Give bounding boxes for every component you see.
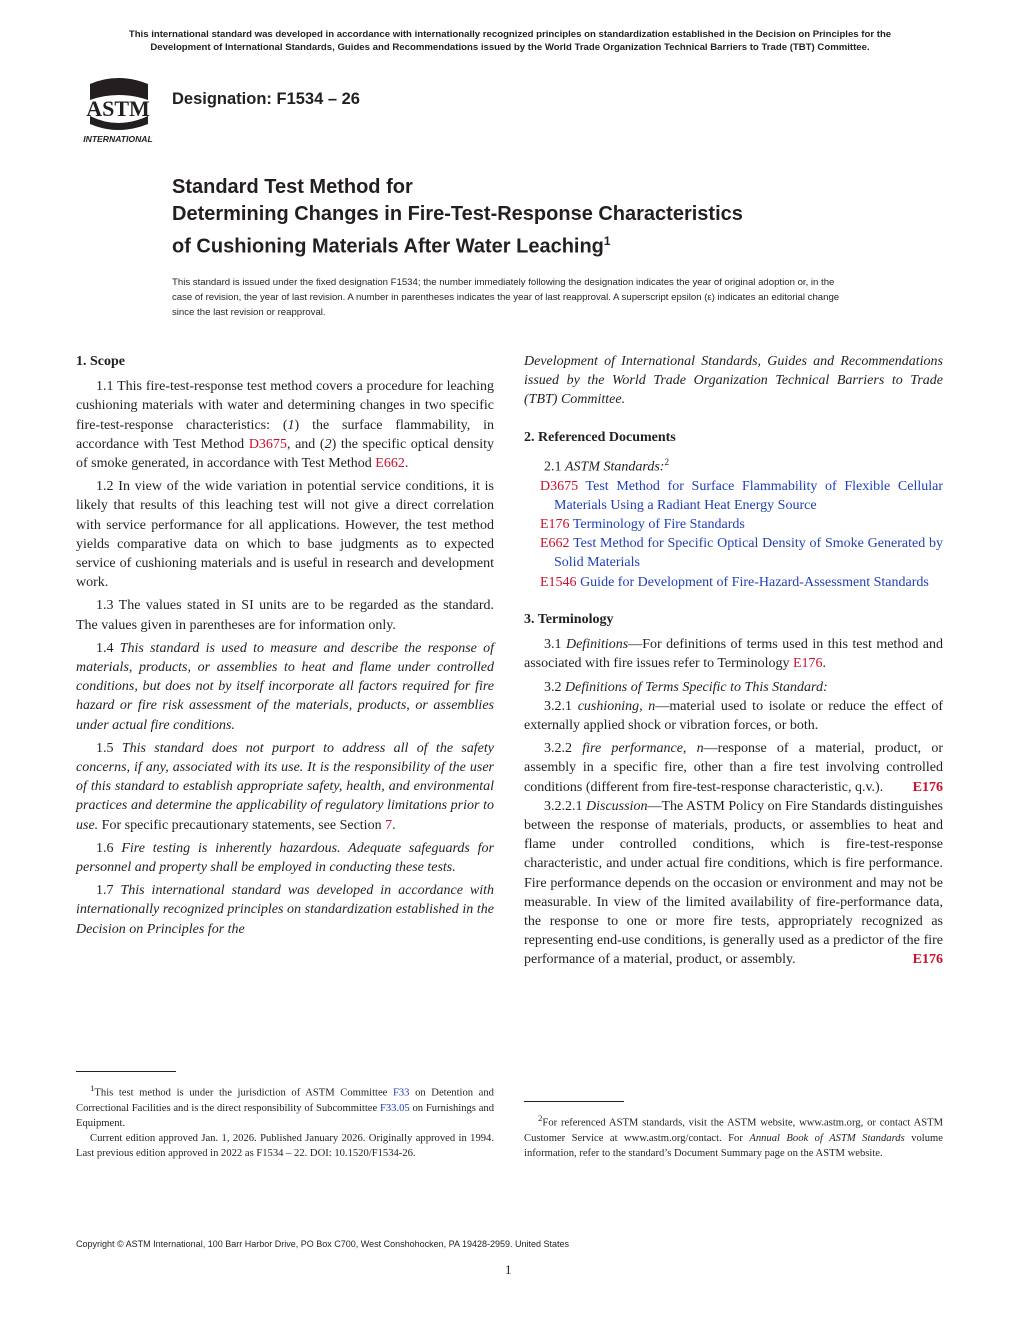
p17-num: 1.7 bbox=[96, 883, 121, 899]
fn2-text-a: For referenced ASTM standards, visit the ASTM website, www.astm.org, or contact ASTM Customer Service at www.astm.org/contact. For bbox=[524, 1117, 943, 1144]
ref-code-e662[interactable]: E662 bbox=[540, 536, 570, 552]
astm-logo-mark bbox=[76, 72, 160, 144]
designation: Designation: F1534 – 26 bbox=[172, 90, 360, 108]
p21-text: ASTM Standards: bbox=[565, 459, 665, 475]
astm-logo bbox=[76, 72, 160, 144]
p21-sup: 2 bbox=[664, 456, 669, 467]
p11-num-2: 2 bbox=[324, 436, 332, 452]
link-d3675[interactable]: D3675 bbox=[248, 436, 287, 452]
logo-international: INTERNATIONAL bbox=[83, 134, 153, 144]
p32-text: Definitions of Terms Specific to This Standard: bbox=[565, 679, 828, 695]
fn2-mark: 2 bbox=[538, 1113, 543, 1123]
para-3-2 bbox=[524, 678, 943, 697]
p321-text: —material used to isolate or reduce the effect of externally applied shock or vibration forces, or both. bbox=[524, 698, 944, 733]
link-f33-05[interactable]: F33.05 bbox=[379, 1102, 410, 1114]
document-title bbox=[172, 174, 743, 261]
para-1-5 bbox=[76, 739, 494, 835]
ref-item-e662[interactable] bbox=[524, 534, 943, 572]
p16-text: Fire testing is inherently hazardous. Adequate safeguards for personnel and property shall be employed in conducting these tests. bbox=[76, 840, 495, 876]
para-1-3: 1.3 The values stated in SI units are to be regarded as the standard. The values given in parentheses are for information only. bbox=[76, 598, 494, 633]
footnote-rule-right bbox=[524, 1101, 624, 1102]
section-3-heading: 3. Terminology bbox=[524, 611, 614, 627]
notice-line-2: Development of International Standards, Guides and Recommendations issued by the World Trade Organization Technical Barriers to Trade (TBT) Committee. bbox=[150, 42, 870, 53]
fn2-text-b: volume information, refer to the standard’s Document Summary page on the ASTM website. bbox=[524, 1132, 943, 1159]
fn1-text-b: on Detention and Correctional Facilities and is the direct responsibility of Subcommittee bbox=[76, 1087, 494, 1114]
ref-title-e662[interactable]: Test Method for Specific Optical Density of Smoke Generated by Solid Materials bbox=[554, 536, 943, 571]
p15-tail: For specific precautionary statements, see Section bbox=[98, 817, 386, 833]
p3221-text: —The ASTM Policy on Fire Standards distinguishes between the response of materials, products, or assemblies to heat and flame under controlled conditions, which is fire-test-response characteristic, and under actual fire conditions, which is fire performance. Fire performance depends on the occasion or environment and may not be measurable. In view of the limited availability of fire-performance data, the response to one or more fire tests, appropriately recognized as representing end-use conditions, is generally used as a predictor of the fire performance of a material, product, or assembly. bbox=[524, 798, 944, 968]
p14-text: This standard is used to measure and describe the response of materials, products, or assemblies to heat and flame under controlled conditions, but does not by itself incorporate all factors required for fire hazard or fire risk assessment of the materials, products, or assemblies under actual fire conditions. bbox=[76, 640, 495, 733]
p11-text-a: 1.1 This fire-test-response test method covers a procedure for leaching cushioning materials with water and determining changes in two specific fire-test-response characteristics: ( bbox=[76, 379, 494, 433]
p322-num: 3.2.2 bbox=[544, 741, 583, 757]
p31-num: 3.1 bbox=[544, 637, 566, 653]
page-number: 1 bbox=[505, 1262, 512, 1277]
para-1-7 bbox=[76, 881, 494, 939]
logo-letters: ASTM bbox=[86, 96, 150, 121]
para-2-1 bbox=[524, 453, 943, 477]
ref-code-e1546[interactable]: E1546 bbox=[540, 574, 577, 590]
para-1-2: 1.2 In view of the wide variation in potential service conditions, it is likely that results of this leaching test will not give a direct correlation with service performance for all applications. However, the test method yields comparative data on which to base judgments as to expected service of cushioning materials and is useful in research and development work. bbox=[76, 479, 494, 591]
p322-term: fire performance, n bbox=[582, 741, 704, 757]
footnote-2 bbox=[524, 1111, 943, 1161]
ref-title-e1546[interactable]: Guide for Development of Fire-Hazard-Assessment Standards bbox=[580, 574, 929, 590]
p16-num: 1.6 bbox=[96, 840, 122, 856]
p21-num: 2.1 bbox=[544, 459, 565, 475]
issued-note: This standard is issued under the fixed designation F1534; the number immediately following the designation indicates the year of original adoption or, in the case of revision, the year of last revision. A number in parentheses indicates the year of last reapproval. A superscript epsilon (ε) indicates an editorial change since the last revision or reapproval. bbox=[172, 277, 840, 318]
ref-item-e1546[interactable] bbox=[524, 573, 943, 592]
para-1-1 bbox=[76, 377, 494, 473]
link-e176-a[interactable]: E176 bbox=[792, 656, 823, 672]
ref-item-e176[interactable] bbox=[524, 515, 943, 534]
p17-text: This international standard was developed in accordance with internationally recognized principles on standardization established in the Decision on Principles for the bbox=[76, 883, 495, 937]
header-notice bbox=[70, 28, 950, 54]
p11-text-e: . bbox=[404, 456, 409, 472]
fn2-italic: Annual Book of ASTM Standards bbox=[749, 1132, 905, 1144]
ref-code-d3675[interactable]: D3675 bbox=[540, 478, 579, 494]
fn1-text-c: on Furnishings and Equipment. bbox=[76, 1102, 494, 1129]
para-3-2-1 bbox=[524, 697, 943, 735]
title-line-2: Determining Changes in Fire-Test-Response Characteristics bbox=[172, 203, 743, 225]
fn1-mark: 1 bbox=[90, 1083, 95, 1093]
p11-text-d: ) the specific optical density of smoke generated, in accordance with Test Method bbox=[76, 436, 494, 472]
ref-item-d3675[interactable] bbox=[524, 477, 943, 515]
para-3-1 bbox=[524, 635, 943, 673]
p15-text: This standard does not purport to address all of the safety concerns, if any, associated with its use. It is the responsibility of the user of this standard to establish appropriate safety, health, and environmental practices and determine the applicability of regulatory limitations prior to use. bbox=[76, 740, 494, 833]
title-line-1: Standard Test Method for bbox=[172, 176, 413, 198]
notice-line-1: This international standard was developed in accordance with internationally recognized principles on standardization established in the Decision on Principles for the bbox=[128, 29, 892, 40]
p31-term: Definitions bbox=[565, 637, 629, 653]
p31-text: —For definitions of terms used in this test method and associated with fire issues refer to Terminology bbox=[524, 637, 944, 672]
fn1-edition: Current edition approved Jan. 1, 2026. Published January 2026. Originally approved in 1994. Last previous edition approved in 2022 as F1534 – 22. DOI: 10.1520/F1534-26. bbox=[76, 1132, 494, 1159]
para-1-7-continued bbox=[524, 352, 943, 410]
p321-num: 3.2.1 bbox=[544, 698, 578, 714]
reference-list bbox=[524, 477, 943, 592]
p11-text-b: ) the surface flammability, in accordance with Test Method bbox=[76, 417, 495, 452]
link-section-7[interactable]: 7 bbox=[385, 817, 393, 833]
title-line-3: of Cushioning Materials After Water Leaching bbox=[172, 235, 604, 258]
title-footnote-mark: 1 bbox=[603, 234, 611, 248]
ref-title-d3675[interactable]: Test Method for Surface Flammability of Flexible Cellular Materials Using a Radiant Heat Energy Source bbox=[554, 478, 944, 513]
p31-end: . bbox=[822, 656, 827, 672]
right-column bbox=[524, 352, 943, 974]
p321-term: cushioning, n bbox=[577, 698, 656, 714]
left-column bbox=[76, 352, 494, 943]
link-e662[interactable]: E662 bbox=[375, 456, 405, 472]
para-3-2-2 bbox=[524, 739, 943, 797]
p17-continued-text: Development of International Standards, Guides and Recommendations issued by the World Trade Organization Technical Barriers to Trade (TBT) Committee. bbox=[524, 354, 943, 408]
p11-text-c: , and ( bbox=[286, 436, 325, 452]
p14-num: 1.4 bbox=[96, 640, 120, 656]
p11-num-1: 1 bbox=[287, 417, 295, 433]
copyright-footer: Copyright © ASTM International, 100 Barr Harbor Drive, PO Box C700, West Conshohocken, PA 19428-2959. United States bbox=[76, 1239, 570, 1249]
footnote-1 bbox=[76, 1081, 494, 1161]
ref-tag-e176-1[interactable]: E176 bbox=[912, 779, 943, 795]
link-f33[interactable]: F33 bbox=[392, 1087, 410, 1099]
para-1-4 bbox=[76, 639, 494, 735]
ref-title-e176[interactable]: Terminology of Fire Standards bbox=[572, 517, 745, 533]
p15-end: . bbox=[392, 817, 396, 833]
section-2-heading: 2. Referenced Documents bbox=[524, 429, 676, 445]
footnote-rule-left bbox=[76, 1071, 176, 1072]
p3221-num: 3.2.2.1 bbox=[544, 798, 586, 814]
p32-num: 3.2 bbox=[544, 679, 565, 695]
para-3-2-2-1 bbox=[524, 797, 943, 970]
p3221-term: Discussion bbox=[586, 798, 648, 814]
p15-num: 1.5 bbox=[96, 740, 122, 756]
section-1-heading: 1. Scope bbox=[76, 354, 125, 369]
p322-text: —response of a material, product, or assembly in a specific fire, other than a fire test involving controlled conditions (different from fire-test-response characteristic, q.v.). bbox=[524, 741, 943, 795]
ref-code-e176[interactable]: E176 bbox=[540, 517, 570, 533]
ref-tag-e176-2[interactable]: E176 bbox=[912, 952, 943, 968]
fn1-text-a: This test method is under the jurisdiction of ASTM Committee bbox=[94, 1087, 393, 1099]
para-1-6 bbox=[76, 839, 494, 877]
